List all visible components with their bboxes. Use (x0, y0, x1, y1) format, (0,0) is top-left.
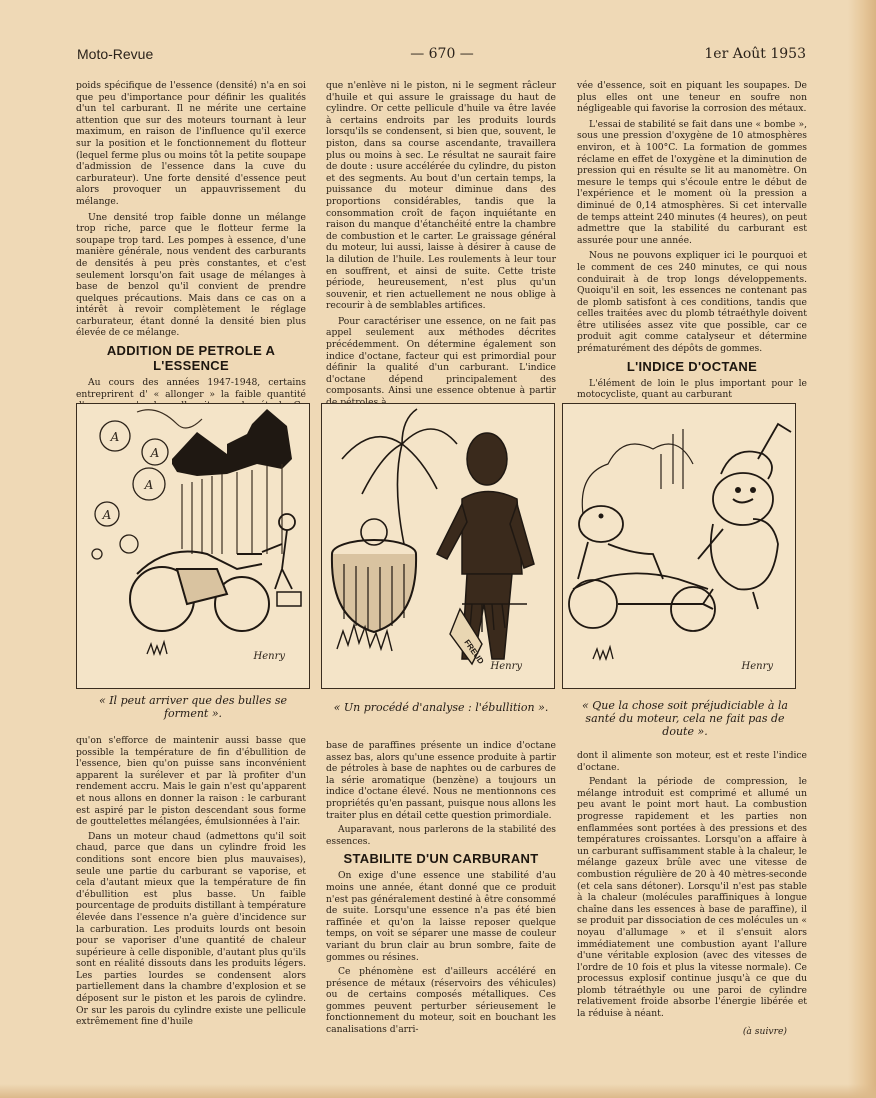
section-heading: STABILITE D'UN CARBURANT (343, 851, 539, 867)
page-edge (848, 0, 876, 1098)
cartoon-bubbles (76, 403, 310, 689)
artist-signature: Henry (253, 651, 285, 662)
artist-signature: Henry (490, 661, 522, 672)
article-column-4 (76, 735, 306, 1031)
section-heading: L'INDICE D'OCTANE (626, 358, 758, 374)
paragraph: qu'on s'efforce de maintenir aussi basse que possible la température de fin d'ébullition de l'essence, bien qu'on puisse sans inconvénient apparent la surélever et par là profiter d'un rendement accru. Mais le gain n'est qu'apparent et nous allons en donner la raison : le carburant est aspiré par le piston descendant sous forme de gouttelettes mélangées, émulsionnées à l'air. (76, 735, 306, 828)
paragraph: Une densité trop faible donne un mélange trop riche, parce que le flotteur ferme la soupape trop tard. Les pompes à essence, d'une manière générale, nous vendent des carburants de densités à peu près constantes, et c'est seulement lorsqu'on fait usage de mélanges à base de benzol qu'il convient de prendre quelques précautions. Mais dans ce cas on a intérêt à revoir complètement le réglage carburateur, étant donné la densité bien plus élevée de ce mélange. (76, 211, 306, 339)
article-column-1 (76, 80, 306, 427)
cartoon-boiling (321, 403, 555, 689)
boiling-drawing (322, 404, 554, 688)
paragraph: base de paraffines présente un indice d'octane assez bas, alors qu'une essence produite à partir de pétroles à base de naphtes ou de carbures de la série aromatique (benzène) a toujours un indice d'octane élevé. Nous ne mentionnons ces propriétés qu'en passant, puisque nous allons les traiter plus en détail cette question primordiale. (326, 740, 556, 821)
page-bottom-edge (0, 1084, 876, 1098)
paragraph: Nous ne pouvons expliquer ici le pourquoi et le comment de ces 240 minutes, ce qui nous conduirait à de trop longs développements. Quoiqu'il en soit, les essences ne contenant pas de plomb satisfont à ces conditions, tandis que celles traitées avec du plomb tétraéthyle doivent être utilisées assez vite que possible, car ce produit agit comme catalyseur et détermine prématurément des dépôts de gommes. (577, 250, 807, 355)
paragraph: Ce phénomène est d'ailleurs accéléré en présence de métaux (réservoirs des véhicules) ou de certains composés métalliques. Ces gommes peuvent perturber sérieusement le fonctionnement du moteur, soit en bouchant les canalisations d'arri- (326, 966, 556, 1036)
bubble-label: A (102, 508, 112, 522)
paragraph: poids spécifique de l'essence (densité) n'a en soi que peu d'importance pour définir les qualités d'un tel carburant. Il ne mérite une certaine attention que sur des moteurs tournant à leur maximum, en raison de l'influence qu'il exerce sur la position et le fonctionnement du flotteur (lequel ferme plus ou moins tôt la petite soupape d'admission de l'essence dans la cuve du carburateur). Une forte densité d'essence peut alors provoquer un appauvrissement du mélange. (76, 80, 306, 207)
page-number: — 670 — (410, 46, 474, 62)
paragraph: Dans un moteur chaud (admettons qu'il soit chaud, parce que dans un cylindre froid les conditions sont encore bien plus mauvaises), seule une partie du carburant se vaporise, et cela d'autant mieux que la température de fin d'ébullition est plus basse. Un faible pourcentage de produits distillant à température élevée dans l'essence n'a guère d'incidence sur la carburation. Les produits lourds ont besoin pour se vaporiser d'une quantité de chaleur supérieure à celle disponible, d'autant plus qu'ils sont en réalité dissouts dans les produits légers. Les parties lourdes se condensent alors partiellement dans la chambre d'explosion et se déposent sur le piston et les parois de cylindre. Or sur les parois du cylindre existe une pellicule extrêmement fine d'huile (76, 830, 306, 1028)
rider-drawing (563, 404, 795, 688)
issue-date: 1er Août 1953 (704, 46, 806, 62)
artist-signature: Henry (741, 661, 773, 672)
paragraph: L'élément de loin le plus important pour le motocycliste, quant au carburant (577, 377, 807, 401)
article-column-5 (326, 740, 556, 1039)
paragraph: Au cours des années 1947-1948, certains entreprirent d' « allonger » la faible quantité (76, 377, 306, 400)
bubble-label: A (144, 478, 154, 492)
article-column-6 (577, 750, 807, 1037)
paragraph: Pendant la période de compression, le mélange introduit est comprimé et allumé un peu avant le point mort haut. La combustion progresse rapidement et les parties non enflammées sont portées à des pressions et des températures croissantes. Lorsqu'on a affaire à un carburant suffisamment stable à la chaleur, le mélange gazeux brûle avec une vitesse de combustion régulière de 20 à 40 mètres-seconde (et cela sans détoner). Lorsqu'il n'est pas stable à la chaleur (molécules paraffiniques à longue chaîne dans les essences à base de paraffine), il se produit par dissociation de ces molécules un « noyau d'allumage » et il s'ensuit alors immédiatement une combustion ayant l'allure d'une véritable explosion (avec des vitesses de l'ordre de 10 fois et plus la vitesse normale). Ce processus explosif continue jusqu'à ce que du plomb tétraéthyle ou une paroi de cylindre relativement froide absorbe l'énergie libérée et la réduise à néant. (577, 776, 807, 1020)
skirt-label: FREUD (462, 637, 486, 666)
paragraph: On exige d'une essence une stabilité d'au moins une année, étant donné que ce produit n'est pas généralement destiné à être consommé de suite. Lorsqu'une essence n'a pas été bien raffinée et qu'on la laisse reposer quelque temps, on voit se séparer une masse de couleur variant du brun clair au brun sombre, faite de gommes ou résines. (326, 870, 556, 963)
paragraph: dont il alimente son moteur, est et reste l'indice d'octane. (577, 750, 807, 773)
bubble-label: A (110, 430, 120, 444)
cartoon-caption: « Que la chose soit préjudiciable à la santé du moteur, cela ne fait pas de doute ». (582, 699, 788, 738)
paragraph: Pour caractériser une essence, on ne fait pas appel seulement aux méthodes décrites précédemment. On détermine également son indice d'octane, facteur qui est primordial pour définir la qualité d'un carburant. L'indice d'octane dépend principalement des composants. Ainsi une essence obtenue à partir (326, 315, 556, 397)
section-heading: ADDITION DE PETROLE A L'ESSENCE (106, 343, 276, 374)
cartoon-caption: « Il peut arriver que des bulles se forment ». (98, 694, 287, 720)
to-be-continued: (à suivre) (742, 1025, 787, 1037)
magazine-title: Moto-Revue (77, 46, 154, 62)
article-column-2 (326, 80, 556, 413)
cartoon-rider-wife (562, 403, 796, 689)
cartoon-caption: « Un procédé d'analyse : l'ébullition ». (333, 701, 549, 714)
paragraph: Auparavant, nous parlerons de la stabilité des essences. (326, 824, 556, 847)
paragraph: L'essai de stabilité se fait dans une « bombe », sous une pression d'oxygène de 10 atmosphères environ, et à 100°C. La formation de gommes réclame en effet de l'oxygène et la diminution de pression qui en résulte se lit au manomètre. On mesure le temps qui s'écoule entre le début de l'expérience et le moment où la pression a diminué de 0,14 atmosphères. Si cet intervalle de temps atteint 240 minutes (4 heures), on peut admettre que la stabilité du carburant est assurée pour une année. (577, 118, 807, 246)
bubbles-drawing (77, 404, 309, 688)
paragraph: que n'enlève ni le piston, ni le segment râcleur d'huile et qui assure le graissage du haut de cylindre. Or cette pellicule d'huile va être lavée à certains endroits par les produits lourds lorsqu'ils se condensent, si bien que, souvent, le piston, dans sa course ascendante, travaillera plus ou moins à sec. Le résultat ne saurait faire de doute : usure accélérée du cylindre, du piston et des segments. Au bout d'un certain temps, la puissance du moteur diminue dans des proportions considérables, tandis que la consommation croît de façon inquiétante en raison du manque d'étanchéité entre la chambre de combustion et le carter. Le graissage général du moteur, lui aussi, laisse à désirer à cause de la dilution de l'huile. Les roulements à leur tour en souffrent, et ainsi de suite. Cette triste période, heureusement, n'est plus qu'un souvenir, et rien actuellement ne nous oblige à recourir à de semblables artifices. (326, 80, 556, 312)
paragraph: vée d'essence, soit en piquant les soupapes. De plus elles ont une teneur en soufre non négligeable qui favorise la corrosion des métaux. (577, 80, 807, 115)
bubble-label: A (150, 446, 160, 460)
article-column-3 (577, 80, 807, 405)
